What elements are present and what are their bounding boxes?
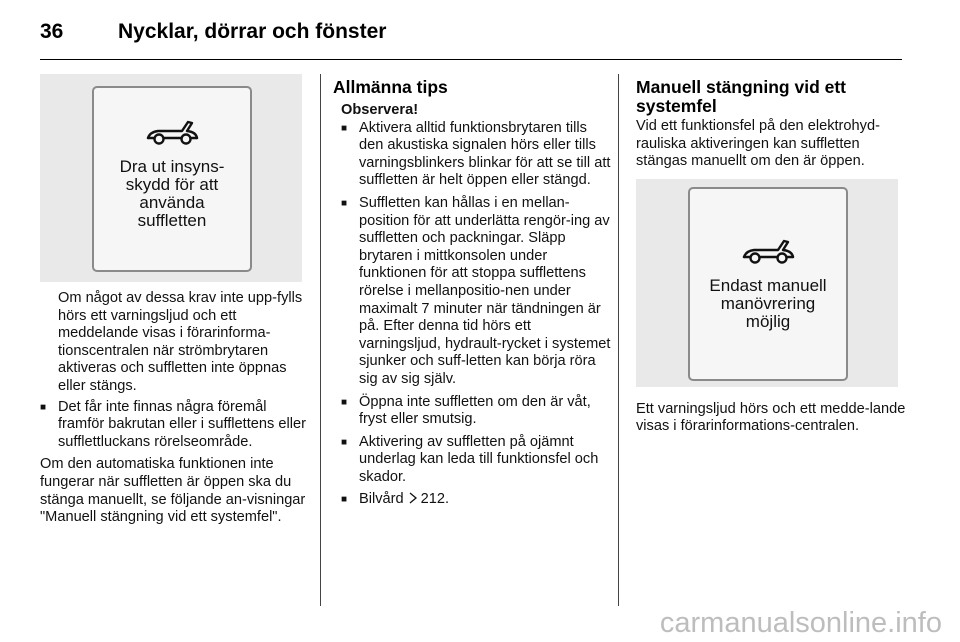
section-heading-manual-close: Manuell stängning vid ett systemfel	[636, 77, 847, 116]
display-message-1: Dra ut insyns- skydd för att använda suffletten	[119, 157, 225, 230]
list-item	[341, 195, 613, 389]
list-item-text: Suffletten kan hållas i en mellan-position för att underlätta rengör-ing av suffletten och packningar. Släpp brytaren i mittkonsolen under funktionen för att stoppa sufflettens rörelse i mellanpositio-nen under maximalt 7 minuter när tändningen är på. Efter denna tid hörs ett varningsljud, hydrault-rycket i systemet sjunker och suff-letten kan börja röra sig av sig själv.	[359, 194, 611, 387]
page-reference-arrow-icon[interactable]	[408, 492, 418, 504]
car-care-label: Bilvård	[359, 491, 404, 508]
header-rule	[40, 59, 902, 60]
square-bullet-icon: ■	[341, 396, 348, 408]
display-illustration-2	[636, 179, 898, 387]
square-bullet-icon: ■	[341, 494, 348, 506]
square-bullet-icon: ■	[341, 197, 348, 209]
manual-close-paragraph: Om den automatiska funktionen inte fungerar när suffletten är öppen ska du stänga manuellt, se följande an-visningar "Manuell stängning vid ett systemfel".	[40, 456, 306, 526]
list-item	[40, 399, 310, 452]
column-divider-1	[320, 74, 321, 606]
column-2	[333, 74, 613, 514]
note-bullet-list	[341, 120, 613, 509]
list-item-text: Aktivering av suffletten på ojämnt underlag kan leda till funktionsfel och skador.	[359, 433, 599, 485]
page-number: 36	[40, 20, 64, 43]
warning-sound-paragraph: Ett varningsljud hörs och ett medde-lande visas i förarinformations-centralen.	[636, 400, 906, 435]
display-illustration-1	[40, 74, 302, 282]
list-item	[341, 434, 613, 487]
car-care-page-link[interactable]: 212.	[420, 491, 450, 508]
note-title: Observera!	[341, 102, 419, 118]
manual-close-intro: Vid ett funktionsfel på den elektrohyd-rauliska aktiveringen kan suffletten stängas manuellt om den är öppen.	[636, 118, 880, 170]
square-bullet-icon: ■	[341, 122, 348, 134]
display-panel-2	[688, 187, 848, 381]
square-bullet-icon: ■	[40, 401, 47, 413]
list-item	[341, 394, 613, 429]
column-1	[40, 74, 310, 530]
watermark: carmanualsonline.info	[659, 607, 942, 639]
list-item	[341, 120, 613, 190]
list-item-text: Det får inte finnas några föremål framför bakrutan eller i sufflettens eller sufflettluckans rörelseområde.	[58, 398, 306, 450]
convertible-car-icon	[144, 118, 200, 148]
list-item-car-care-reference	[341, 491, 613, 509]
display-panel-1	[92, 86, 252, 272]
continuation-paragraph: Om något av dessa krav inte upp-fylls hörs ett varningsljud och ett meddelande visas i förarinforma-tionscentralen när strömbrytaren aktiveras och suffletten inte öppnas eller stängs.	[58, 290, 303, 394]
column-divider-2	[618, 74, 619, 606]
section-heading-general-tips: Allmänna tips	[333, 77, 448, 97]
display-message-2: Endast manuell manövrering möjlig	[709, 275, 827, 331]
list-item-text: Aktivera alltid funktionsbrytaren tills den akustiska signalen hörs eller tills varningsblinkers blinkar för att se till att suffletten är helt öppen eller stängd.	[359, 119, 611, 189]
column-3	[636, 74, 908, 439]
chapter-title: Nycklar, dörrar och fönster	[118, 20, 387, 43]
square-bullet-icon: ■	[341, 436, 348, 448]
convertible-car-icon	[740, 237, 796, 267]
list-item-text: Öppna inte suffletten om den är våt, fryst eller smutsig.	[359, 393, 591, 428]
